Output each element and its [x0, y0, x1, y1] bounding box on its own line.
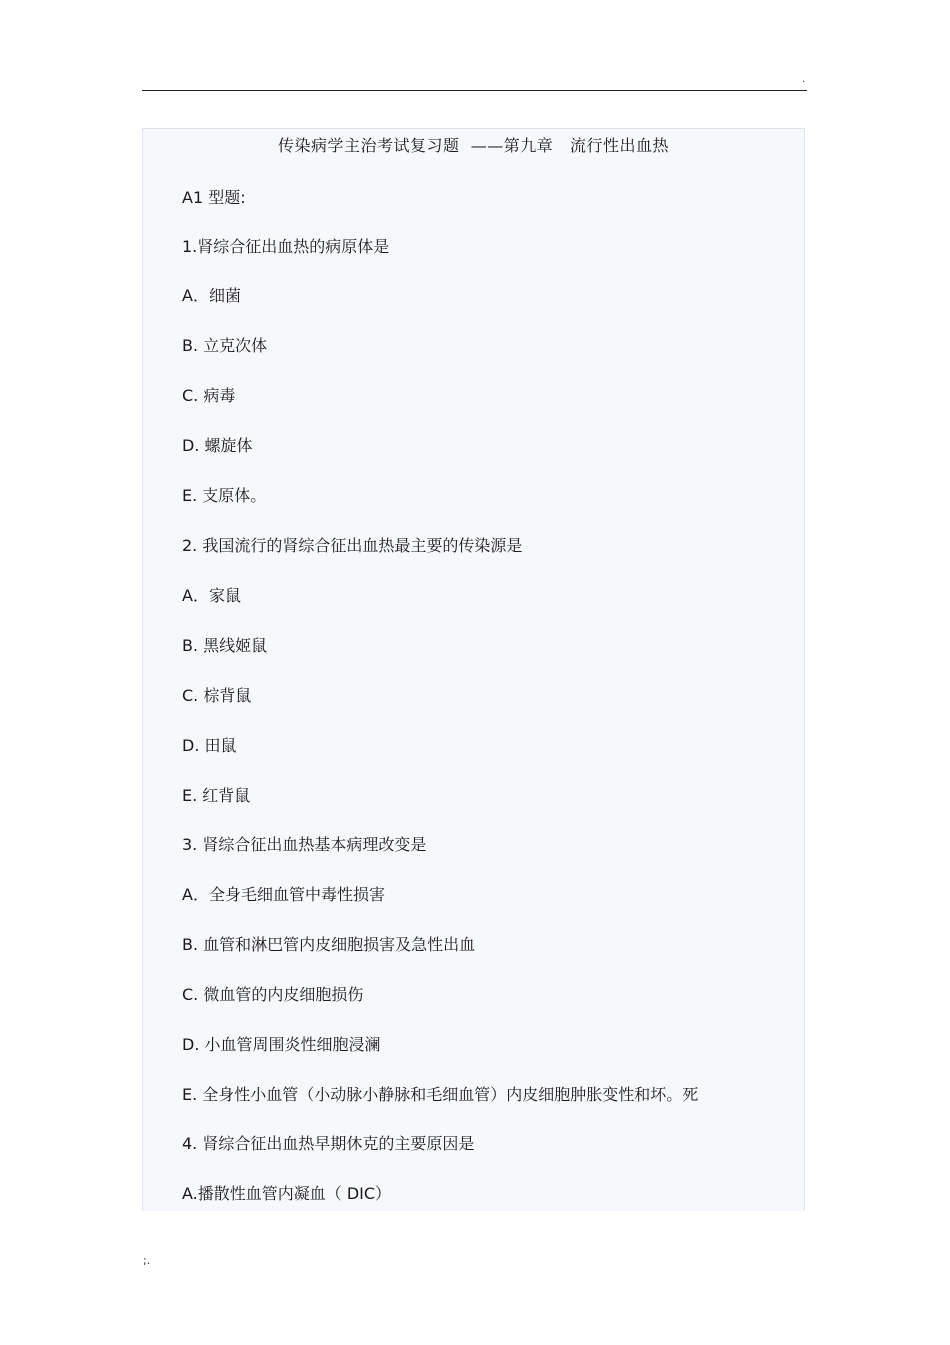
option-line: E. 全身性小血管（小动脉小静脉和毛细血管）内皮细胞肿胀变性和坏。死: [182, 1085, 699, 1104]
footer-mark: ;.: [143, 1254, 151, 1267]
question-3: 3. 肾综合征出血热基本病理改变是: [182, 835, 427, 854]
option-line: C. 棕背鼠: [182, 686, 252, 705]
option-line: B. 血管和淋巴管内皮细胞损害及急性出血: [182, 935, 476, 954]
option-line: D. 小血管周围炎性细胞浸澜: [182, 1035, 381, 1054]
question-2: 2. 我国流行的肾综合征出血热最主要的传染源是: [182, 536, 523, 555]
option-line: B. 黑线姬鼠: [182, 636, 268, 655]
document-title: 传染病学主治考试复习题 ——第九章 流行性出血热: [278, 136, 669, 155]
question-4: 4. 肾综合征出血热早期休克的主要原因是: [182, 1134, 475, 1153]
option-line: D. 螺旋体: [182, 436, 253, 455]
option-line: C. 病毒: [182, 386, 236, 405]
option-line: E. 支原体。: [182, 486, 267, 505]
option-line: E. 红背鼠: [182, 786, 251, 805]
option-line: D. 田鼠: [182, 736, 237, 755]
option-line: A．全身毛细血管中毒性损害: [182, 885, 385, 904]
option-line: A．家鼠: [182, 586, 241, 605]
header-rule: [142, 90, 807, 91]
header-mark: .: [802, 74, 806, 85]
section-heading: A1 型题:: [182, 188, 246, 207]
option-line: B. 立克次体: [182, 336, 268, 355]
question-1: 1.肾综合征出血热的病原体是: [182, 237, 390, 256]
option-line: A．细菌: [182, 286, 241, 305]
option-line: A.播散性血管内凝血（ DIC）: [182, 1184, 392, 1203]
option-line: C. 微血管的内皮细胞损伤: [182, 985, 364, 1004]
content-box: [142, 128, 805, 1211]
